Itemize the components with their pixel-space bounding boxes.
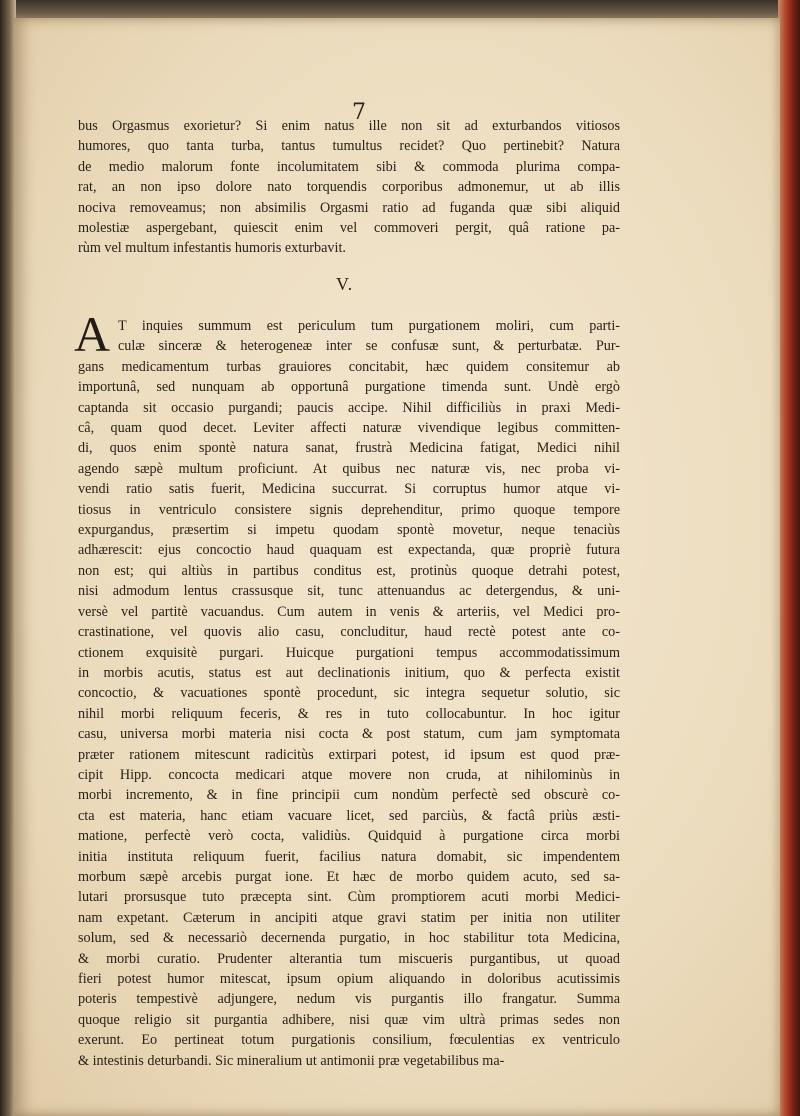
text-line: culæ sinceræ & heterogeneæ inter se confusæ sunt, & perturbatæ. Pur-	[118, 338, 620, 355]
text-line: fieri potest humor mitescat, ipsum opium aliquando in doloribus acutissimis	[78, 971, 620, 987]
text-line: nam expetant. Cæterum in ancipiti atque gravi statim per initia non utiliter	[78, 909, 620, 926]
text-line: matione, perfectè verò cocta, validiùs. Quidquid à purgatione circa morbi	[78, 828, 620, 845]
text-line: tiosus in ventriculo consistere signis deprehenditur, primo quoque tempore	[78, 501, 620, 518]
book-cover-edge	[778, 0, 800, 1116]
text-line: præter rationem mitescunt radicitùs extirpari potest, id ipsum est quod præ-	[78, 746, 620, 763]
text-line: non est; qui altiùs in partibus conditus est, protinùs quoque detrahi potest,	[78, 562, 620, 579]
text-line: nisi admodum lentus crassusque sit, tunc attenuandus ac detergendus, & uni-	[78, 583, 620, 600]
text-line: captanda sit occasio purgandi; paucis accipe. Nihil difficiliùs in praxi Medi-	[78, 399, 620, 416]
text-line: rùm vel multum infestantis humoris exturbavit.	[78, 240, 346, 257]
text-line: morbi incremento, & in fine principii cum nondùm perfectè sed obscurè co-	[78, 787, 620, 804]
text-line: morbum sæpè arcebis purgat ione. Et hæc de morbo quidem acuto, sed sa-	[78, 868, 620, 885]
text-line: exerunt. Eo pertineat totum purgationis consilium, fœculentias ex ventriculo	[78, 1032, 620, 1049]
text-line: ctionem exquisitè purgari. Huicque purgationi tempus accommodatissimum	[78, 644, 620, 661]
text-line: cipit Hipp. concocta medicari atque movere non cruda, at nihilominùs in	[78, 766, 620, 783]
text-line: gans medicamentum turbas grauiores concitabit, hæc quidem consitemur ab	[78, 358, 620, 375]
text-line: nociva removeamus; non absimilis Orgasmi ratio ad fuganda quæ sibi aliquid	[78, 199, 620, 216]
text-line: in morbis acutis, status est aut declinationis initium, quo & perfecta existit	[78, 664, 620, 681]
text-line: humores, quo tanta turba, tantus tumultus recidet? Quo pertinebit? Natura	[78, 138, 620, 155]
text-line: adhærescit: ejus concoctio haud quaquam est expectanda, quæ propriè futura	[78, 542, 620, 559]
book-page	[14, 18, 780, 1116]
paragraph-section-v	[74, 306, 620, 1071]
section-heading: V.	[336, 274, 354, 294]
text-line: nihil morbi reliquum feceris, & res in tuto collocabuntur. In hoc igitur	[78, 705, 620, 722]
text-line: versè vel partitè vacuandus. Cum autem in venis & arteriis, vel Medici pro-	[78, 603, 620, 620]
text-line: de medio malorum fonte incolumitatem sibi & commoda plurima compa-	[78, 158, 620, 175]
paragraph-continuation	[78, 116, 620, 259]
text-line: & intestinis deturbandi. Sic mineralium ut antimonii præ vegetabilibus ma-	[78, 1052, 505, 1069]
text-line: cta est materia, hanc etiam vacuare licet, sed parciùs, & factâ priùs æsti-	[78, 807, 620, 824]
text-line: importunâ, sed nunquam ab opportunâ purgatione timenda sunt. Undè ergò	[78, 379, 620, 396]
text-line: di, quos enim spontè natura sanat, frustrà Medicina fatigat, Medici nihil	[78, 440, 620, 457]
text-line: T inquies summum est periculum tum purgationem moliri, cum parti-	[118, 318, 620, 334]
text-line: lutari prorsusque tuto præcepta sint. Cùm promptiorem acuti morbi Medici-	[78, 889, 620, 906]
text-line: & morbi curatio. Prudenter alterantia tum miscueris purgantibus, ut quoad	[78, 950, 620, 967]
text-line: quoque religio sit purgantia adhibere, nisi quæ vim ultrà primas sedes non	[78, 1011, 620, 1028]
text-line: rat, an non ipso dolore nato torquendis corporibus admonemur, ut ab illis	[78, 179, 620, 196]
drop-cap-initial: A	[74, 306, 111, 362]
text-line: molestiæ aspergebant, quiescit enim vel commoveri pergit, quâ ratione pa-	[78, 220, 620, 237]
text-line: casu, universa morbi materia nisi cocta & post statum, cum jam symptomata	[78, 726, 620, 743]
text-line: câ, quam quod decet. Leviter affecti naturæ vivendique legibus committen-	[78, 420, 620, 437]
text-line: bus Orgasmus exorietur? Si enim natus ille non sit ad exturbandos vitiosos	[78, 118, 620, 134]
text-line: agendo sæpè multum proficiunt. At quibus nec naturæ vis, nec proba vi-	[78, 460, 620, 477]
text-line: crastinatione, vel quovis alio casu, concluditur, haud rectè potest ante co-	[78, 624, 620, 641]
text-line: expurgandus, præsertim si impetu quodam spontè movetur, neque tenaciùs	[78, 522, 620, 539]
text-line: concoctio, & vacuationes spontè procedunt, sic integra sequetur solutio, sic	[78, 685, 620, 702]
page-number: 7	[352, 100, 366, 125]
text-line: solum, sed & necessariò decernenda purgatio, in hoc stabilitur tota Medicina,	[78, 930, 620, 947]
text-line: poteris tempestivè adjungere, nedum vis purgantis illo frangatur. Summa	[78, 991, 620, 1008]
text-line: vendi ratio satis fuerit, Medicina succurrat. Si corruptus humor atque vi-	[78, 481, 620, 498]
text-line: initia instituta reliquum fuerit, facilius natura domabit, sic impendentem	[78, 848, 620, 865]
